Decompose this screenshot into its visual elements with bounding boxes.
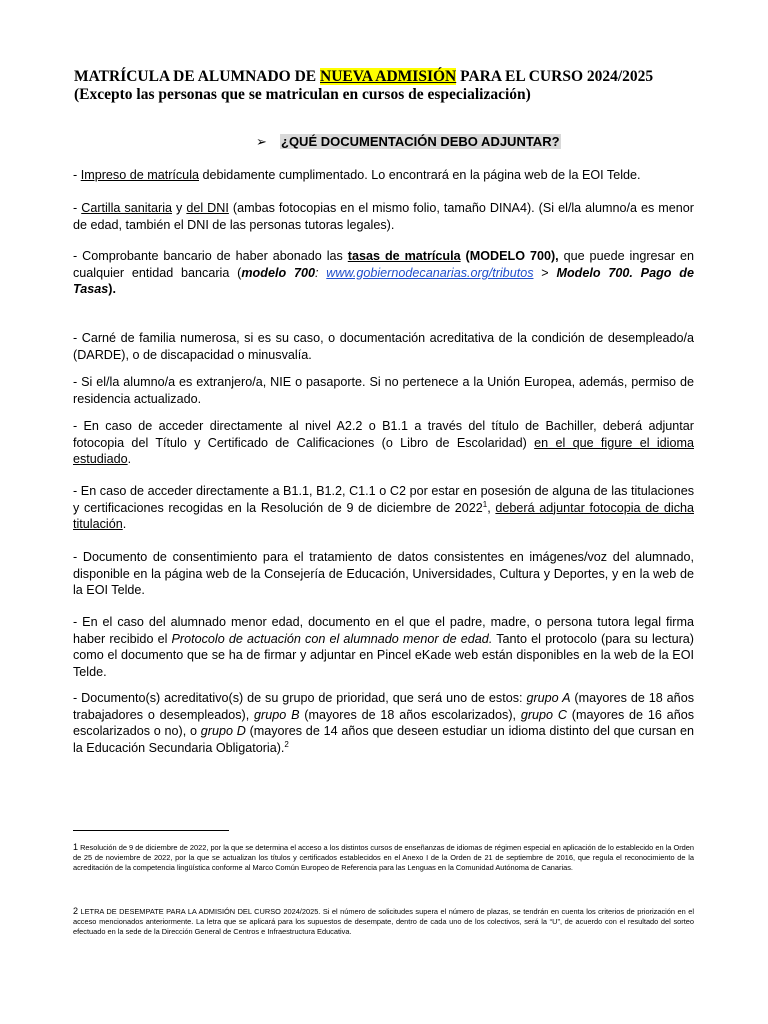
document-title — [74, 68, 714, 104]
subtitle: (Excepto las personas que se matriculan en cursos de especialización) — [74, 86, 531, 103]
item-consentimiento: - Documento de consentimiento para el tratamiento de datos consistentes en imágenes/voz del alumnado, disponible en la página web de la Consejería de Educación, Universidades, Cultura y Deportes, y en la web de la EOI Telde. — [73, 550, 694, 597]
footnote-2: 2 LETRA DE DESEMPATE PARA LA ADMISIÓN DEL CURSO 2024/2025. Si el número de solicitudes supera el número de plazas, se tendrán en cuenta los criterios de priorización en el acceso mencionados anteriormente. La letra que se aplicará para los supuestos de desempate, dentro de cada uno de los colectivos, será la “U”, de acuerdo con el resultado del sorteo efectuado en la sede de la Dirección General de Centros e Infraestructura Educativa. — [73, 906, 694, 937]
footnote-ref-1: 1 — [482, 499, 488, 509]
title-part1: MATRÍCULA DE ALUMNADO DE — [74, 68, 321, 85]
title-part2: PARA EL CURSO 2024/2025 — [456, 68, 654, 85]
item-comprobante-bancario: - Comprobante bancario de haber abonado las tasas de matrícula (MODELO 700), que puede ingresar en cualquier entidad bancaria (modelo 700: www.gobiernodecanarias.org/tributos > Modelo 700. Pago de Tasas). — [73, 249, 694, 296]
title-highlight: NUEVA ADMISIÓN — [320, 68, 457, 85]
item-carne-familia: - Carné de familia numerosa, si es su caso, o documentación acreditativa de la condición de desempleado/a (DARDE), o de discapacidad o minusvalía. — [73, 331, 694, 362]
footnote-ref-2: 2 — [284, 739, 289, 749]
item-extranjero: - Si el/la alumno/a es extranjero/a, NIE o pasaporte. Si no pertenece a la Unión Europea, además, permiso de residencia actualizado. — [73, 375, 694, 406]
item-grupo-prioridad: - Documento(s) acreditativo(s) de su grupo de prioridad, que será uno de estos: grupo A (mayores de 18 años trabajadores o desempleados), grupo B (mayores de 18 años escolarizados), grupo C (mayores de 16 años escolarizados o no), o grupo D (mayores de 14 años que deseen estudiar un idioma distinto del que cursan en la Educación Secundaria Obligatoria).$^2$ — [73, 691, 694, 755]
section-heading-text: ¿QUÉ DOCUMENTACIÓN DEBO ADJUNTAR? — [281, 134, 560, 149]
italic-text: Protocolo de actuación con el alumnado menor de edad. — [171, 631, 493, 646]
title-line — [74, 68, 714, 86]
underlined-text: Cartilla sanitaria — [81, 201, 173, 215]
underlined-text: en el que figure el idioma estudiado — [73, 435, 694, 466]
underlined-text: del DNI — [186, 201, 229, 215]
item-menor-edad: - En el caso del alumnado menor edad, documento en el que el padre, madre, o persona tutora legal firma haber recibido el Protocolo de actuación con el alumnado menor de edad. Tanto el protocolo (para su lectura) como el documento que se ha de firmar y adjuntar en Pincel eKade web están disponibles en la web de la EOI Telde. — [73, 615, 694, 679]
underlined-text: Impreso de matrícula — [80, 168, 199, 182]
bold-underlined-text: tasas de matrícula — [347, 249, 461, 263]
arrow-bullet-icon: ➢ — [256, 134, 267, 149]
tributos-link[interactable]: www.gobiernodecanarias.org/tributos — [326, 265, 534, 280]
item-bachiller: - En caso de acceder directamente al nivel A2.2 o B1.1 a través del título de Bachiller, deberá adjuntar fotocopia del Título y Certificado de Calificaciones (o Libro de Escolaridad) en el que figure el idioma estudiado. — [73, 419, 694, 466]
item-titulaciones: - En caso de acceder directamente a B1.1, B1.2, C1.1 o C2 por estar en posesión de alguna de las titulaciones y certificaciones recogidas en la Resolución de 9 de diciembre de 2022$^1$, deberá adjuntar fotocopia de dicha titulación. — [73, 484, 695, 531]
section-heading — [256, 134, 561, 150]
footnote-1: 1 Resolución de 9 de diciembre de 2022, por la que se determina el acceso a los distintos cursos de enseñanzas de idiomas de régimen especial en aplicación de lo establecido en la Orden de 25 de noviembre de 2022, por la que se actualizan los títulos y certificados establecidos en el Anexo I de la Orden de 21 de septiembre de 2016, que regula el reconocimiento de la acreditación de la competencia lingüística conforme al Marco Común Europeo de Referencia para las Lenguas en la Comunidad Autónoma de Canarias. — [73, 842, 694, 873]
item-cartilla-dni: - Cartilla sanitaria y del DNI (ambas fotocopias en el mismo folio, tamaño DINA4). (Si el/la alumno/a es menor de edad, también el DNI de las personas tutoras legales). — [73, 201, 695, 232]
underlined-text: deberá adjuntar fotocopia de dicha titulación — [73, 500, 695, 531]
item-impreso-matricula: - Impreso de matrícula debidamente cumplimentado. Lo encontrará en la página web de la EOI Telde. — [73, 168, 641, 182]
footnote-separator — [73, 830, 229, 831]
